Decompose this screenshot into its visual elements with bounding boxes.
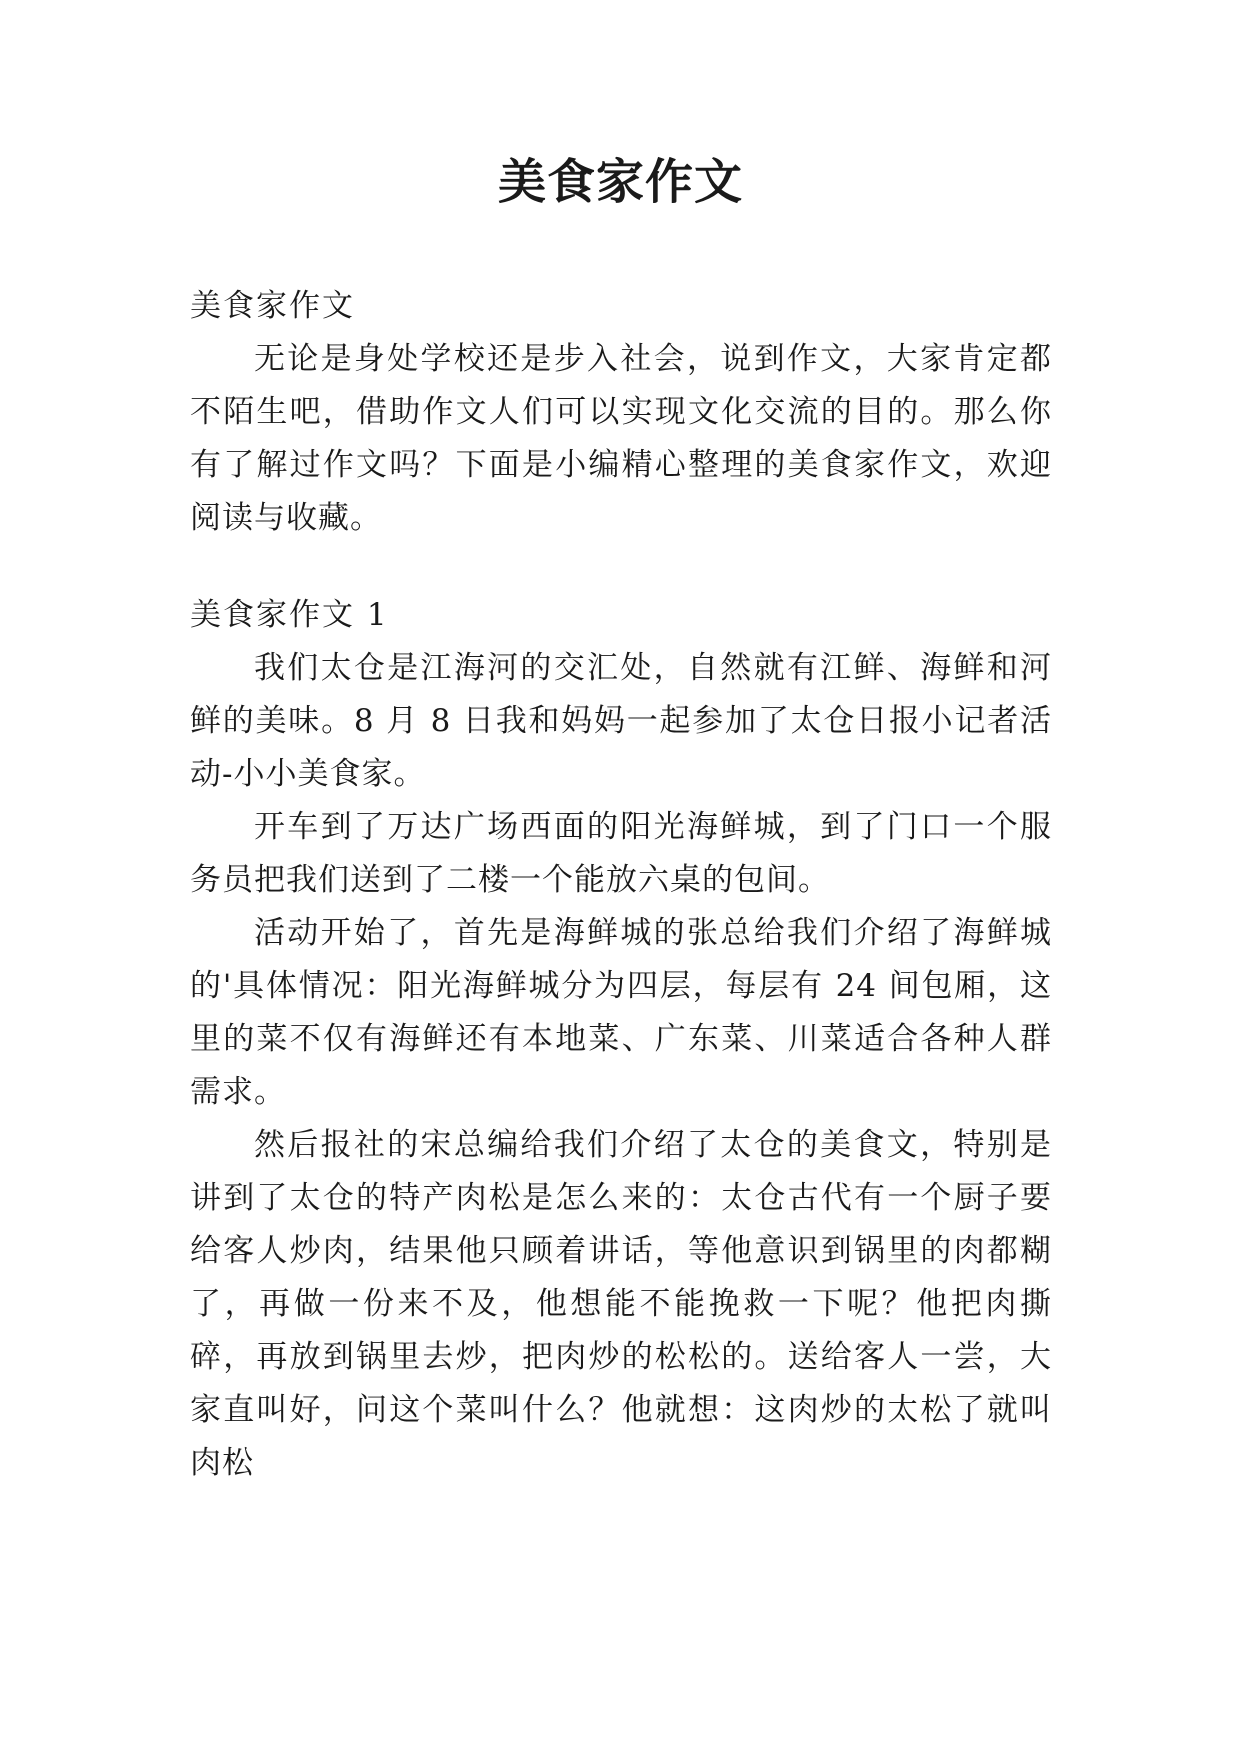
section1-paragraph: 开车到了万达广场西面的阳光海鲜城，到了门口一个服务员把我们送到了二楼一个能放六桌的包间。 — [190, 809, 1052, 898]
section1-heading: 美食家作文 1 — [190, 597, 389, 633]
section1-paragraph: 然后报社的宋总编给我们介绍了太仓的美食文，特别是讲到了太仓的特产肉松是怎么来的：太仓古代有一个厨子要给客人炒肉，结果他只顾着讲话，等他意识到锅里的肉都糊了，再做一份来不及，他想能不能挽救一下呢？他把肉撕碎，再放到锅里去炒，把肉炒的松松的。送给客人一尝，大家直叫好，问这个菜叫什么？他就想：这肉炒的太松了就叫肉松 — [190, 1127, 1052, 1481]
intro-paragraph: 无论是身处学校还是步入社会，说到作文，大家肯定都不陌生吧，借助作文人们可以实现文化交流的目的。那么你有了解过作文吗？下面是小编精心整理的美食家作文，欢迎阅读与收藏。 — [190, 341, 1052, 536]
section1-paragraph: 我们太仓是江海河的交汇处，自然就有江鲜、海鲜和河鲜的美味。8 月 8 日我和妈妈一起参加了太仓日报小记者活动-小小美食家。 — [190, 650, 1052, 792]
document-body — [190, 280, 1052, 1490]
section1-paragraph: 活动开始了，首先是海鲜城的张总给我们介绍了海鲜城的'具体情况：阳光海鲜城分为四层，每层有 24 间包厢，这里的菜不仅有海鲜还有本地菜、广东菜、川菜适合各种人群需求。 — [190, 915, 1052, 1110]
section-spacer — [190, 545, 1052, 589]
intro-heading: 美食家作文 — [190, 288, 355, 324]
document-title: 美食家作文 — [497, 154, 743, 210]
